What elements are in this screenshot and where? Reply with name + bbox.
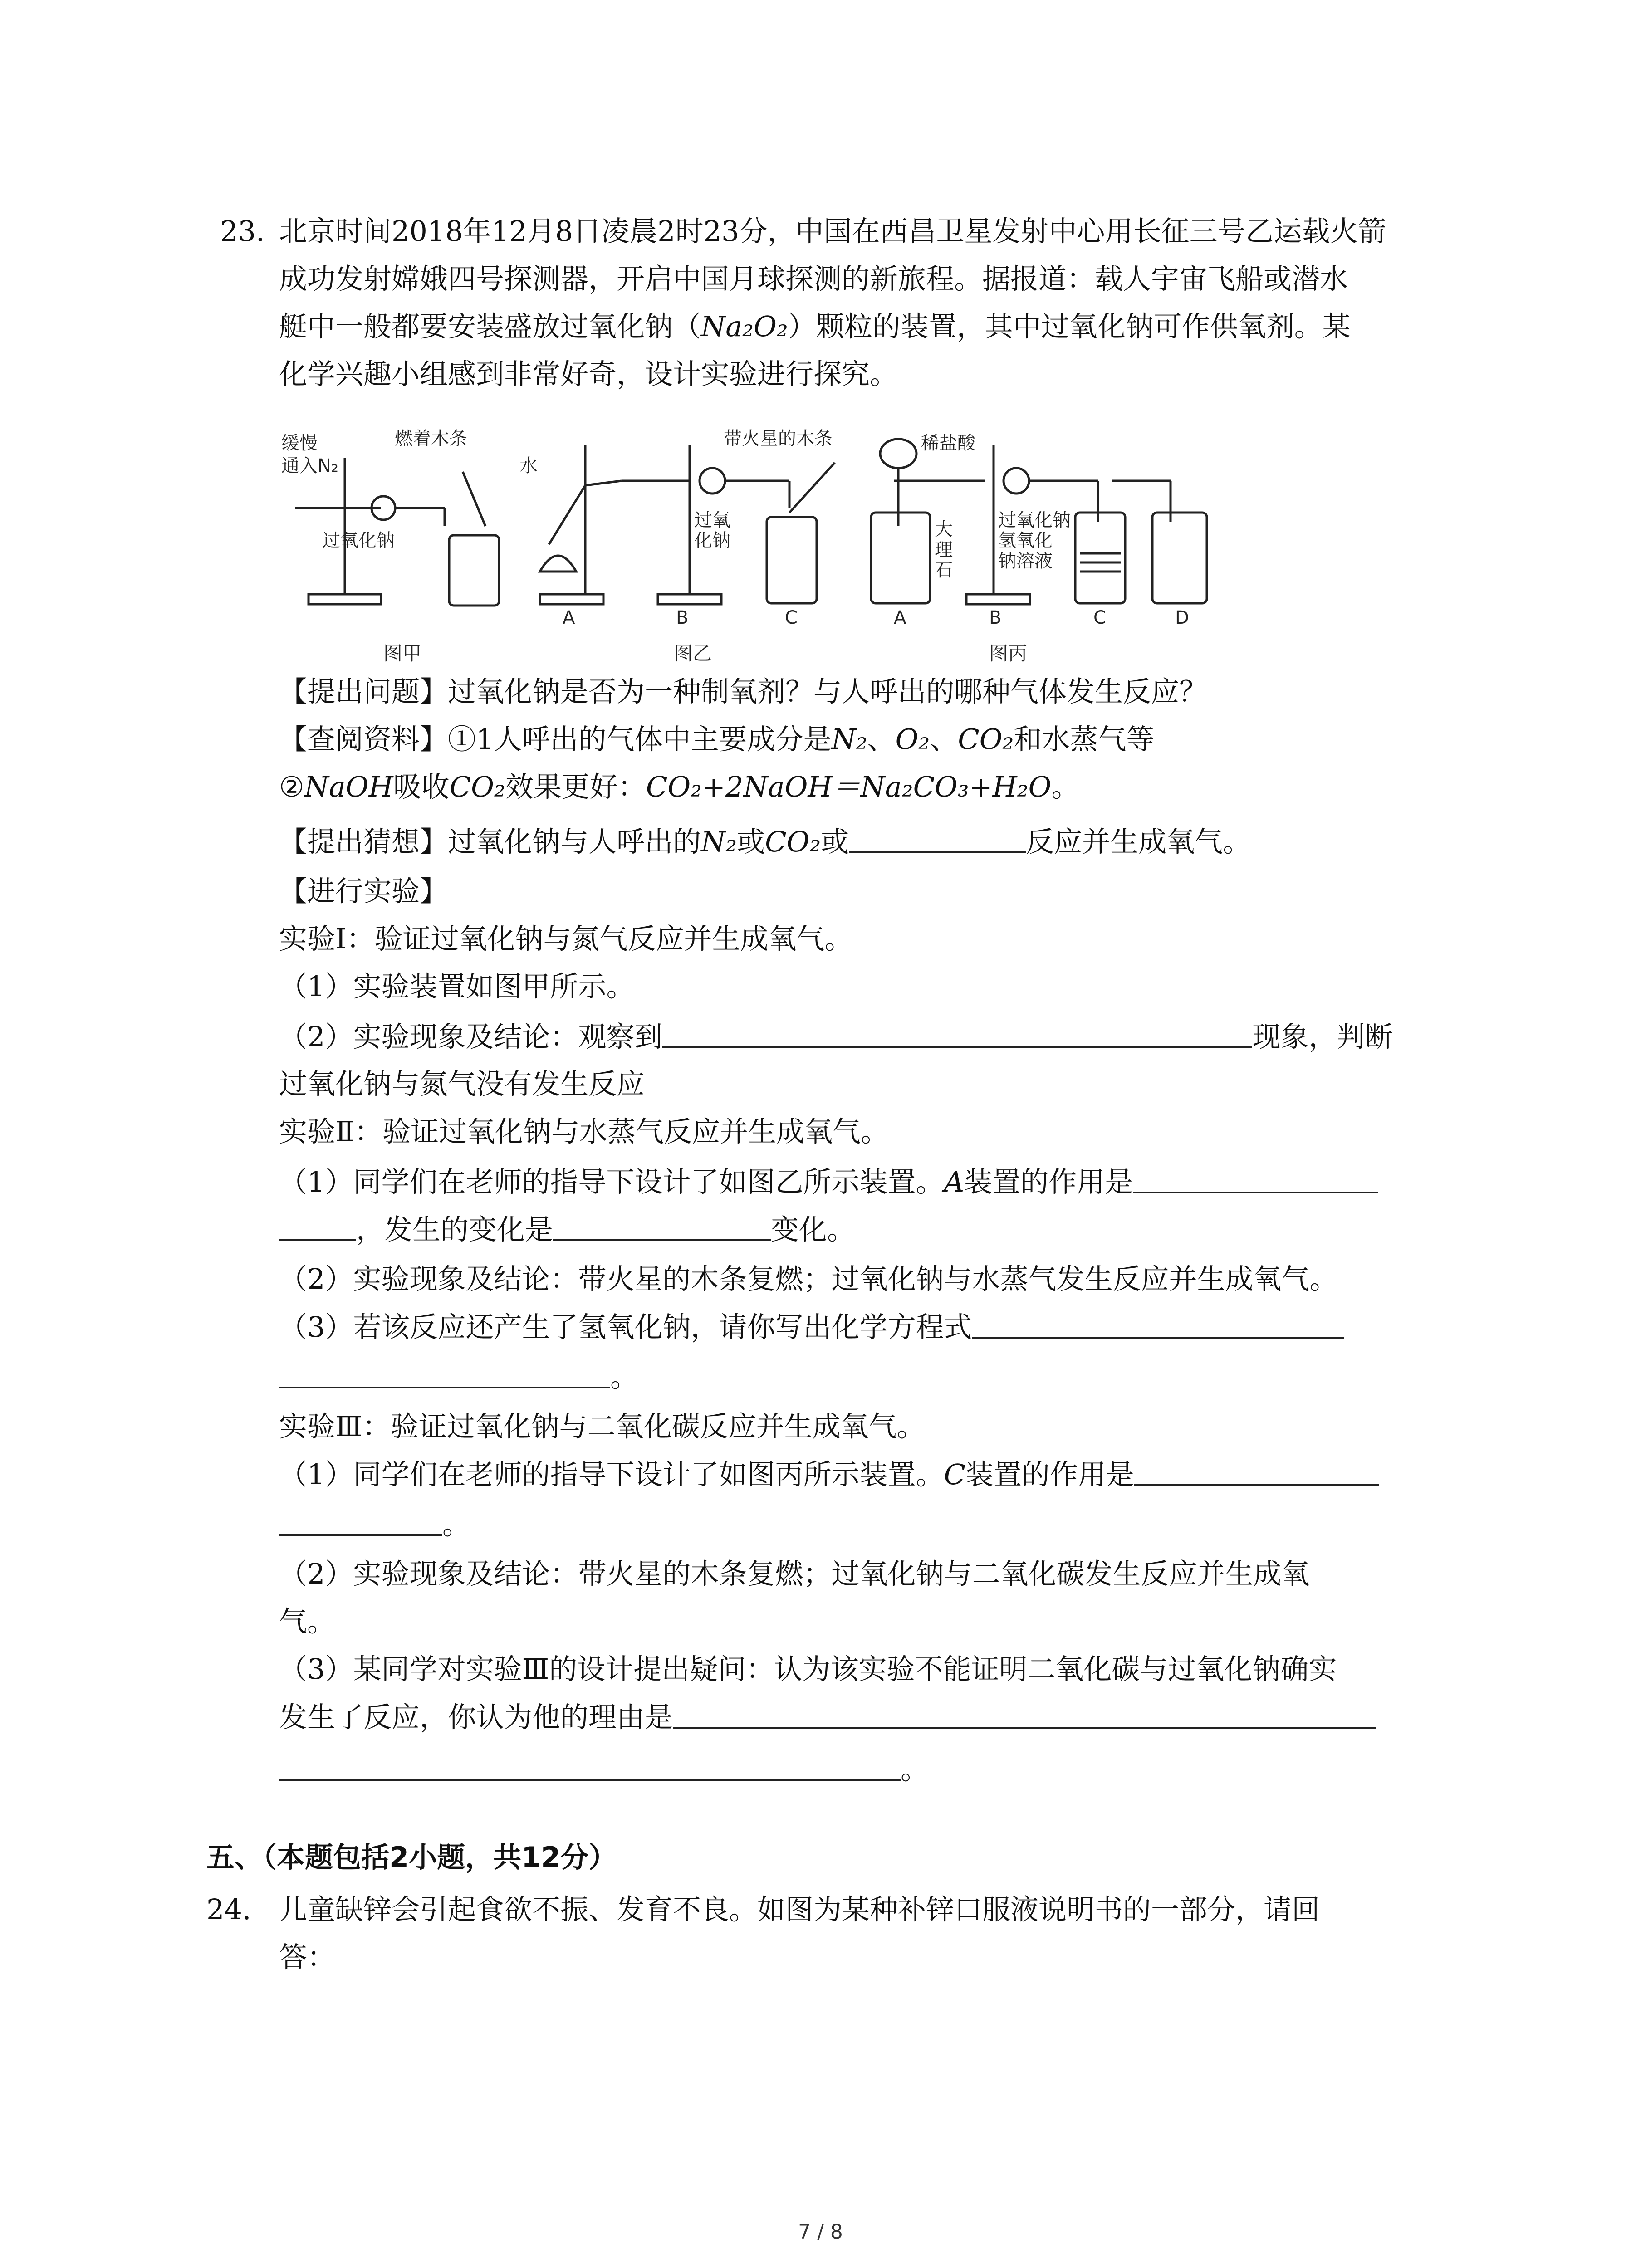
answer-blank-exp3-purpose-a[interactable] [1134, 1456, 1379, 1486]
hypothesis: 【提出猜想】过氧化钠与人呼出的N₂或CO₂或 反应并生成氧气。 [279, 823, 1251, 860]
label-water: 水 [519, 455, 538, 476]
label-burning-stick: 燃着木条 [395, 428, 467, 449]
answer-blank-exp2-purpose-b[interactable] [279, 1211, 356, 1241]
exp2-step1-cont: ，发生的变化是 变化。 [279, 1211, 855, 1248]
label-naoh-1: 氢氧化 [998, 530, 1053, 551]
label-hcl: 稀盐酸 [921, 433, 975, 454]
page-number: 7 / 8 [798, 2220, 843, 2244]
label-marble-2: 理 [935, 539, 953, 560]
exp3-step3-cont2: 。 [279, 1751, 929, 1788]
label-naoh-2: 钠溶液 [998, 551, 1053, 572]
reference-info-1: 【查阅资料】①1人呼出的气体中主要成分是N₂、O₂、CO₂和水蒸气等 [279, 723, 1155, 756]
exp3-step1: （1）同学们在老师的指导下设计了如图丙所示装置。C装置的作用是 [279, 1456, 1379, 1493]
answer-blank-exp2-purpose-a[interactable] [1133, 1163, 1378, 1193]
exp2-step1: （1）同学们在老师的指导下设计了如图乙所示装置。A装置的作用是 [279, 1163, 1378, 1200]
label-slow: 缓慢 [281, 433, 318, 454]
exp3-step3-cont: 发生了反应，你认为他的理由是 [279, 1699, 1376, 1735]
answer-blank-hypothesis[interactable] [849, 823, 1026, 853]
caption-yi: 图乙 [674, 642, 712, 665]
label-bing-b: B [989, 607, 1002, 628]
exp3-step1-cont: 。 [279, 1506, 470, 1543]
exp3-step2: （2）实验现象及结论：带火星的木条复燃；过氧化钠与二氧化碳发生反应并生成氧 [279, 1557, 1310, 1590]
exp1-step2-cont: 过氧化钠与氮气没有发生反应 [279, 1067, 645, 1100]
label-n2: 通入N₂ [281, 455, 338, 476]
section-heading: 五、（本题包括2小题，共12分） [206, 1841, 617, 1874]
reference-info-2: ②NaOH吸收CO₂效果更好：CO₂+2NaOH＝Na₂CO₃+H₂O。 [279, 770, 1080, 803]
exp2-step3-cont: 。 [279, 1359, 638, 1395]
label-marble-1: 大 [935, 519, 953, 540]
label-bing-c: C [1093, 607, 1106, 628]
label-yi-b: B [676, 607, 689, 628]
exp1-step1: （1）实验装置如图甲所示。 [279, 970, 635, 1003]
formula: Na₂O₂ [701, 310, 788, 343]
label-na2o2-jia: 过氧化钠 [322, 530, 395, 551]
intro-line-3: 艇中一般都要安装盛放过氧化钠（Na₂O₂）颗粒的装置，其中过氧化钠可作供氧剂。某 [279, 310, 1351, 343]
caption-bing: 图丙 [989, 642, 1028, 665]
conduct-experiment: 【进行实验】 [279, 875, 448, 908]
chemical-equation: CO₂+2NaOH＝Na₂CO₃+H₂O [646, 770, 1052, 803]
answer-blank-exp2-equation-b[interactable] [279, 1359, 610, 1388]
exp2-title: 实验Ⅱ：验证过氧化钠与水蒸气反应并生成氧气。 [279, 1115, 889, 1148]
answer-blank-exp1-phenomenon[interactable] [662, 1018, 1252, 1048]
exp1-step2: （2）实验现象及结论：观察到 现象，判断 [279, 1018, 1393, 1055]
exp3-step2-cont: 气。 [279, 1605, 336, 1638]
label-yi-c: C [785, 607, 798, 628]
ask-question: 【提出问题】过氧化钠是否为一种制氧剂？与人呼出的哪种气体发生反应？ [279, 675, 1208, 708]
label-bing-a: A [894, 607, 906, 628]
exp1-title: 实验Ⅰ：验证过氧化钠与氮气反应并生成氧气。 [279, 922, 853, 955]
exp3-step3: （3）某同学对实验Ⅲ的设计提出疑问：认为该实验不能证明二氧化碳与过氧化钠确实 [279, 1652, 1337, 1686]
answer-blank-exp2-equation-a[interactable] [972, 1309, 1344, 1339]
caption-jia: 图甲 [383, 642, 422, 665]
q24-line-1: 儿童缺锌会引起食欲不振、发育不良。如图为某种补锌口服液说明书的一部分，请回 [279, 1893, 1320, 1926]
label-glowing-stick: 带火星的木条 [724, 428, 833, 449]
answer-blank-exp2-change[interactable] [553, 1211, 771, 1241]
figure-yi [540, 445, 835, 604]
question-number-24: 24. [206, 1893, 251, 1926]
intro-line-1: 北京时间2018年12月8日凌晨2时23分，中国在西昌卫星发射中心用长征三号乙运载火箭 [279, 215, 1386, 248]
q24-line-2: 答： [279, 1941, 336, 1974]
exp2-step2: （2）实验现象及结论：带火星的木条复燃；过氧化钠与水蒸气发生反应并生成氧气。 [279, 1262, 1338, 1295]
apparatus-figure [268, 417, 1230, 671]
intro-line-4: 化学兴趣小组感到非常好奇，设计实验进行探究。 [279, 357, 898, 391]
answer-blank-exp3-purpose-b[interactable] [279, 1506, 442, 1536]
label-marble-3: 石 [935, 560, 953, 581]
label-yi-a: A [563, 607, 575, 628]
label-bing-d: D [1175, 607, 1189, 628]
answer-blank-exp3-reason-a[interactable] [673, 1699, 1376, 1729]
label-na2o2-yi-2: 化钠 [694, 530, 730, 551]
label-na2o2-bing: 过氧化钠 [998, 510, 1071, 531]
answer-blank-exp3-reason-b[interactable] [279, 1751, 901, 1781]
intro-line-2: 成功发射嫦娥四号探测器，开启中国月球探测的新旅程。据报道：载人宇宙飞船或潜水 [279, 262, 1348, 295]
exp2-step3: （3）若该反应还产生了氢氧化钠，请你写出化学方程式 [279, 1309, 1344, 1345]
label-na2o2-yi-1: 过氧 [694, 510, 730, 531]
exp3-title: 实验Ⅲ：验证过氧化钠与二氧化碳反应并生成氧气。 [279, 1410, 925, 1443]
question-number: 23. [220, 215, 265, 248]
